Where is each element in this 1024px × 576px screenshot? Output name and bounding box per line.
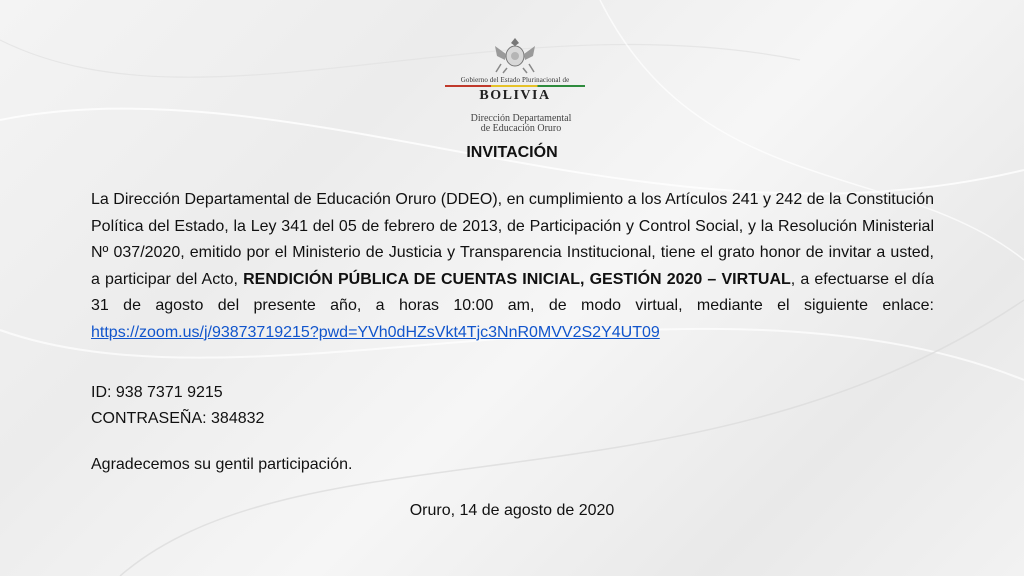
zoom-link[interactable]: https://zoom.us/j/93873719215?pwd=YVh0dHZsVkt4Tjc3NnR0MVV2S2Y4UT09 (91, 323, 660, 341)
meeting-password: CONTRASEÑA: 384832 (91, 410, 265, 427)
meeting-id: ID: 938 7371 9215 (91, 384, 223, 401)
country-name: BOLIVIA (479, 88, 551, 103)
details-text: , a efectuarse el día 31 de agosto del presente año, a horas 10:00 am, de modo virtual, mediante el siguiente enlace: (91, 270, 935, 314)
invitation-paragraph (91, 187, 934, 346)
invitation-body (91, 187, 934, 346)
flag-divider (445, 85, 585, 87)
office-name-line2: de Educación Oruro (480, 123, 562, 134)
intro-text: La Dirección Departamental de Educación Oruro (DDEO), en cumplimiento a los Artículos 241 y 242 de la Constitución Política del Estado, la Ley 341 del 05 de febrero de 2013, de Participación y Control Social, y la Resolución Ministerial Nº 037/2020, emitido por el Ministerio de Justicia y Transparencia Institucional, tiene el grato honor de invitar a usted, a participar del Acto, (91, 191, 934, 288)
government-label: Gobierno del Estado Plurinacional de (460, 76, 570, 84)
event-name: RENDICIÓN PÚBLICA DE CUENTAS INICIAL, GESTIÓN 2020 – VIRTUAL (243, 270, 791, 288)
date-line: Oruro, 14 de agosto de 2020 (409, 502, 615, 519)
thanks-text: Agradecemos su gentil participación. (91, 456, 353, 473)
letterhead (440, 34, 590, 134)
page-title: INVITACIÓN (466, 144, 558, 161)
coat-of-arms-icon (493, 34, 537, 74)
office-name-line1: Dirección Departamental (470, 113, 572, 124)
